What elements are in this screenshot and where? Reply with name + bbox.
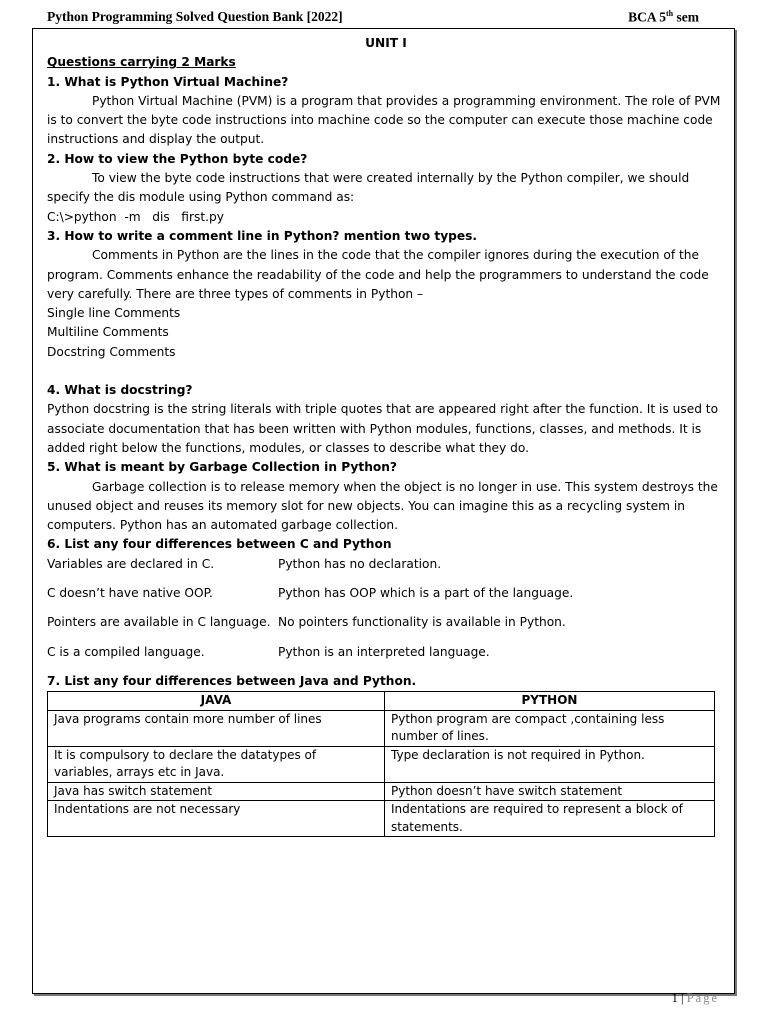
- c-python-diff-row: [47, 613, 725, 632]
- table-header-row: [48, 692, 715, 711]
- page-label: Page: [686, 991, 719, 1005]
- python-cell: Python program are compact ,containing less number of lines.: [385, 710, 715, 746]
- c-diff-cell: C is a compiled language.: [47, 644, 205, 659]
- java-python-table: [47, 691, 715, 837]
- c-python-diff-row: [47, 643, 725, 662]
- table-row: [48, 710, 715, 746]
- header-course-suffix: sem: [673, 9, 699, 25]
- comment-type-item: Single line Comments: [47, 306, 181, 321]
- python-diff-cell: No pointers functionality is available in Python.: [278, 615, 566, 630]
- c-diff-cell: Pointers are available in C language.: [47, 615, 271, 630]
- question-5-title: 5. What is meant by Garbage Collection in Python?: [47, 460, 397, 475]
- python-diff-cell: Python has no declaration.: [278, 556, 442, 571]
- java-cell: Java has switch statement: [48, 782, 385, 801]
- python-diff-cell: Python is an interpreted language.: [278, 644, 490, 659]
- question-6-title: 6. List any four differences between C and Python: [47, 537, 392, 552]
- python-diff-cell: Python has OOP which is a part of the language.: [278, 586, 574, 601]
- question-1-answer: Python Virtual Machine (PVM) is a program that provides a programming environment. The role of PVM is to convert the byte code instructions into machine code so the computer can execute those machine code instructions and display the output.: [47, 93, 721, 147]
- java-cell: Java programs contain more number of lines: [48, 710, 385, 746]
- table-header-java: JAVA: [48, 692, 385, 711]
- c-diff-cell: Variables are declared in C.: [47, 556, 215, 571]
- c-python-diff-row: [47, 584, 725, 603]
- table-row: [48, 801, 715, 837]
- question-3-title: 3. How to write a comment line in Python? mention two types.: [47, 228, 478, 243]
- header-course-sup: th: [666, 9, 674, 18]
- page-footer: [672, 991, 719, 1006]
- question-2-command: C:\>python -m dis first.py: [47, 209, 224, 224]
- question-3-answer: Comments in Python are the lines in the code that the compiler ignores during the execution of the program. Comments enhance the readability of the code and help the programmers to understand the code very carefully. There are three types of comments in Python –: [47, 248, 709, 301]
- java-cell: Indentations are not necessary: [48, 801, 385, 837]
- comment-type-item: Docstring Comments: [47, 344, 176, 359]
- question-5-answer: Garbage collection is to release memory when the object is no longer in use. This system destroys the unused object and reuses its memory slot for new objects. You can imagine this as a recycling system in computers. Python has an automated garbage collection.: [47, 479, 718, 533]
- header-course: [628, 9, 699, 26]
- comment-type-item: Multiline Comments: [47, 325, 169, 340]
- question-7-title: 7. List any four differences between Java and Python.: [47, 673, 417, 688]
- java-cell: It is compulsory to declare the datatypes of variables, arrays etc in Java.: [48, 746, 385, 782]
- question-4-title: 4. What is docstring?: [47, 383, 193, 398]
- question-4-answer: Python docstring is the string literals with triple quotes that are appeared right after the function. It is used to associate documentation that has been written with Python modules, functions, classes, and methods. It is added right below the functions, modules, or classes to describe what they do.: [47, 402, 719, 455]
- table-row: [48, 782, 715, 801]
- section-title: Questions carrying 2 Marks: [47, 55, 236, 70]
- table-row: [48, 746, 715, 782]
- header-course-prefix: BCA 5: [628, 9, 666, 25]
- page-content: [47, 34, 725, 837]
- python-cell: Python doesn’t have switch statement: [385, 782, 715, 801]
- c-python-diff-row: [47, 555, 725, 574]
- python-cell: Indentations are required to represent a block of statements.: [385, 801, 715, 837]
- question-2-answer: To view the byte code instructions that were created internally by the Python compiler, we should specify the dis module using Python command as:: [47, 171, 690, 205]
- c-diff-cell: C doesn’t have native OOP.: [47, 586, 213, 601]
- table-header-python: PYTHON: [385, 692, 715, 711]
- question-2-title: 2. How to view the Python byte code?: [47, 151, 308, 166]
- header-title: Python Programming Solved Question Bank [2022]: [47, 9, 343, 24]
- page-separator: |: [681, 991, 684, 1005]
- page-number: 1: [671, 991, 678, 1005]
- unit-title: UNIT I: [365, 36, 407, 50]
- python-cell: Type declaration is not required in Python.: [385, 746, 715, 782]
- question-1-title: 1. What is Python Virtual Machine?: [47, 74, 289, 89]
